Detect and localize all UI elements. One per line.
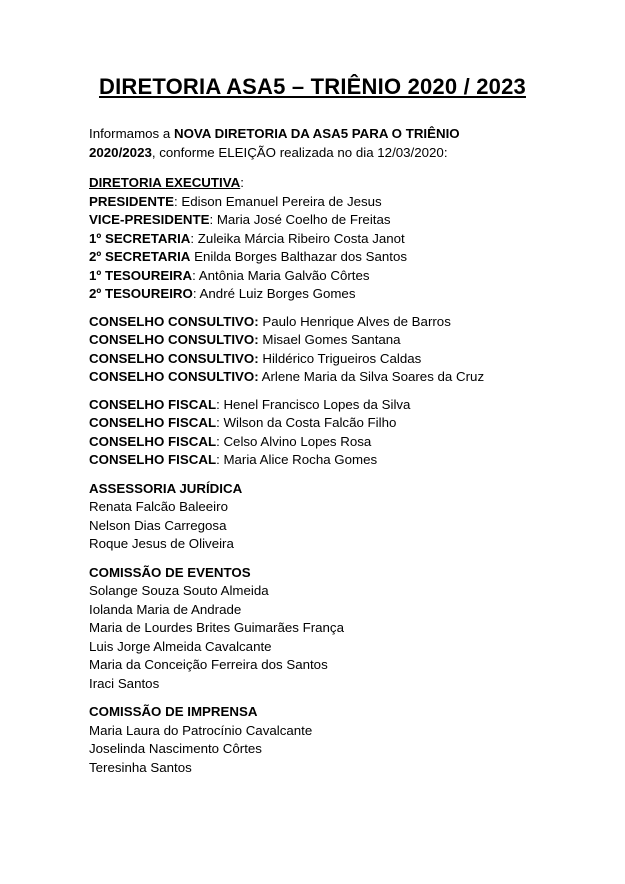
member-name: Enilda Borges Balthazar dos Santos [194, 249, 407, 264]
member-name: Paulo Henrique Alves de Barros [258, 313, 451, 329]
list-item: Joselinda Nascimento Côrtes [89, 741, 262, 756]
member-name: Hildérico Trigueiros Caldas [258, 350, 422, 366]
member-name: Edison Emanuel Pereira de Jesus [181, 193, 382, 209]
role-label: CONSELHO FISCAL [89, 396, 217, 412]
executiva-row [89, 267, 589, 286]
spacer [89, 162, 589, 174]
spacer [89, 470, 589, 480]
section-heading-executiva [89, 174, 589, 193]
role-label: CONSELHO FISCAL [89, 452, 217, 467]
member-name: : Celso Alvino Lopes Rosa [216, 433, 372, 449]
list-item: Solange Souza Souto Almeida [89, 583, 269, 598]
section-heading-juridica: ASSESSORIA JURÍDICA [89, 480, 243, 496]
spacer [89, 554, 589, 564]
role-separator: : [209, 212, 217, 227]
fiscal-list [89, 396, 589, 470]
section-heading-eventos: COMISSÃO DE EVENTOS [89, 564, 251, 580]
role-label: 2º SECRETARIA [89, 249, 191, 264]
role-label: 1º TESOUREIRA [89, 267, 193, 283]
consultivo-row [89, 313, 589, 332]
role-label: CONSELHO CONSULTIVO: [89, 332, 259, 347]
list-item: Teresinha Santos [89, 759, 192, 775]
list-item: Roque Jesus de Oliveira [89, 536, 234, 551]
role-label: 2º TESOUREIRO [89, 286, 193, 301]
fiscal-row [89, 414, 589, 433]
list-item: Nelson Dias Carregosa [89, 517, 227, 533]
intro-line-2 [89, 144, 589, 163]
member-name: Arlene Maria da Silva Soares da Cruz [258, 369, 485, 384]
juridica-list [89, 498, 589, 554]
executiva-heading: DIRETORIA EXECUTIVA [89, 175, 241, 190]
consultivo-row [89, 368, 589, 387]
intro-rest: , conforme ELEIÇÃO realizada no dia 12/03/2020: [151, 144, 448, 160]
role-separator: : [173, 193, 182, 209]
list-item: Iraci Santos [89, 675, 160, 691]
list-item: Renata Falcão Baleeiro [89, 499, 228, 514]
fiscal-row [89, 451, 589, 470]
member-name: Maria José Coelho de Freitas [216, 212, 391, 227]
intro-line-1 [89, 125, 589, 144]
executiva-row [89, 248, 589, 267]
consultivo-row [89, 350, 589, 369]
intro-term: 2020/2023 [89, 144, 152, 160]
role-label: VICE-PRESIDENTE [89, 212, 210, 227]
list-item: Maria de Lourdes Brites Guimarães França [89, 620, 344, 635]
member-name: : Maria Alice Rocha Gomes [216, 452, 378, 467]
spacer [89, 693, 589, 703]
role-label: CONSELHO FISCAL [89, 415, 217, 430]
section-heading-imprensa: COMISSÃO DE IMPRENSA [89, 704, 258, 719]
member-name: Antônia Maria Galvão Côrtes [198, 267, 370, 283]
intro-prefix: Informamos a [89, 126, 174, 141]
role-separator: : [190, 230, 198, 246]
member-name: Zuleika Márcia Ribeiro Costa Janot [197, 230, 405, 246]
member-name: Misael Gomes Santana [258, 332, 401, 347]
consultivo-row [89, 331, 589, 350]
member-name: : Henel Francisco Lopes da Silva [216, 396, 411, 412]
role-label: PRESIDENTE [89, 193, 174, 209]
role-label: CONSELHO CONSULTIVO: [89, 313, 259, 329]
spacer [89, 387, 589, 396]
executiva-row [89, 285, 589, 304]
executiva-row [89, 193, 589, 212]
imprensa-list [89, 722, 589, 778]
role-label: CONSELHO FISCAL [89, 433, 217, 449]
document-body [89, 125, 589, 777]
list-item: Maria da Conceição Ferreira dos Santos [89, 657, 328, 672]
list-item: Iolanda Maria de Andrade [89, 601, 242, 617]
eventos-list [89, 582, 589, 693]
role-label: 1º SECRETARIA [89, 230, 191, 246]
role-separator: : [192, 267, 199, 283]
executiva-list [89, 193, 589, 304]
member-name: André Luiz Borges Gomes [199, 286, 356, 301]
list-item: Luis Jorge Almeida Cavalcante [89, 638, 272, 654]
role-label: CONSELHO CONSULTIVO: [89, 350, 259, 366]
executiva-heading-suffix: : [240, 175, 244, 190]
intro-bold: NOVA DIRETORIA DA ASA5 PARA O TRIÊNIO [173, 126, 460, 141]
executiva-row [89, 230, 589, 249]
executiva-row [89, 211, 589, 230]
consultivo-list [89, 313, 589, 387]
spacer [89, 304, 589, 313]
page-title: DIRETORIA ASA5 – TRIÊNIO 2020 / 2023 [99, 74, 526, 99]
fiscal-row [89, 396, 589, 415]
role-label: CONSELHO CONSULTIVO: [89, 369, 259, 384]
list-item: Maria Laura do Patrocínio Cavalcante [89, 722, 313, 738]
member-name: : Wilson da Costa Falcão Filho [216, 415, 397, 430]
fiscal-row [89, 433, 589, 452]
role-separator: : [192, 286, 200, 301]
